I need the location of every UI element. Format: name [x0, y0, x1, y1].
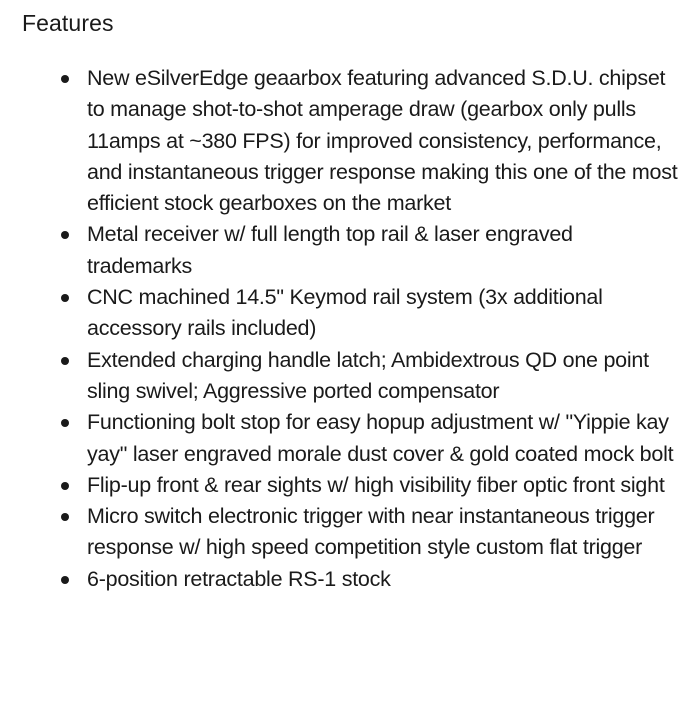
list-item [58, 219, 680, 282]
bullet-icon [61, 419, 69, 427]
bullet-icon [61, 576, 69, 584]
list-item-text: CNC machined 14.5" Keymod rail system (3x additional accessory rails included) [87, 285, 603, 341]
list-item-text: 6-position retractable RS-1 stock [87, 566, 391, 591]
list-item-text: Metal receiver w/ full length top rail & laser engraved trademarks [87, 222, 573, 278]
list-item [58, 345, 680, 408]
list-item [58, 501, 680, 564]
list-item-text: Micro switch electronic trigger with near instantaneous trigger response w/ high speed competition style custom flat trigger [87, 504, 655, 560]
bullet-icon [61, 294, 69, 302]
list-item-text: Functioning bolt stop for easy hopup adjustment w/ "Yippie kay yay" laser engraved morale dust cover & gold coated mock bolt [87, 410, 674, 466]
bullet-icon [61, 357, 69, 365]
list-item [58, 564, 680, 595]
list-item-text: New eSilverEdge geaarbox featuring advanced S.D.U. chipset to manage shot-to-shot amperage draw (gearbox only pulls 11amps at ~380 FPS) for improved consistency, performance, and instantaneous trigger response making this one of the most efficient stock gearboxes on the market [87, 66, 678, 216]
bullet-icon [61, 75, 69, 83]
bullet-icon [61, 513, 69, 521]
bullet-icon [61, 482, 69, 490]
list-item-text: Extended charging handle latch; Ambidextrous QD one point sling swivel; Aggressive ported compensator [87, 347, 649, 403]
bullet-icon [61, 231, 69, 239]
section-heading: Features [22, 10, 114, 36]
list-item [58, 470, 680, 501]
list-item [58, 282, 680, 345]
list-item-text: Flip-up front & rear sights w/ high visibility fiber optic front sight [87, 472, 665, 497]
list-item [58, 63, 680, 219]
list-item [58, 407, 680, 470]
features-list [58, 63, 680, 595]
